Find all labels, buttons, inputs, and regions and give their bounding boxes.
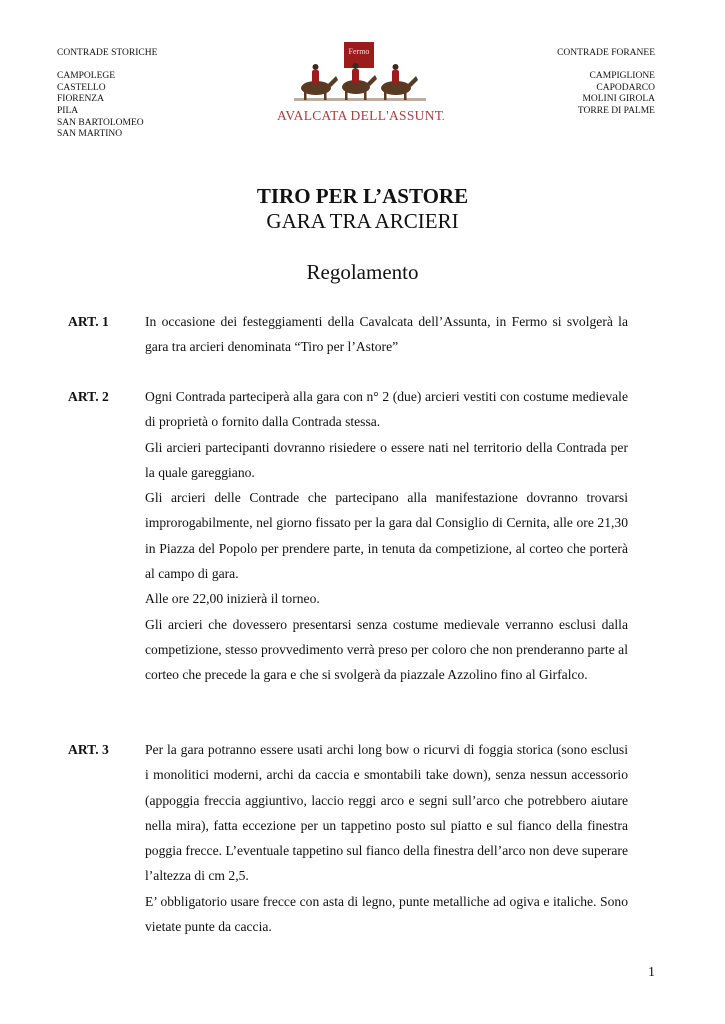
article-paragraph: Gli arcieri che dovessero presentarsi senza costume medievale verranno esclusi dalla competizione, stesso provvedimento verrà preso per coloro che non prenderanno parte al corteo che precede la gara e che si svolgerà da piazzale Azzolino fino al Girfalco. [145, 616, 628, 683]
contrade-storiche-list [57, 48, 157, 141]
contrada-item: SAN BARTOLOMEO [57, 117, 144, 128]
article-2 [68, 384, 628, 688]
article-paragraph: E’ obbligatorio usare frecce con asta di legno, punte metalliche ad ogiva e italiche. Sono vietate punte da caccia. [145, 893, 628, 935]
horse-riders-icon [276, 40, 444, 126]
document-subtitle: GARA TRA ARCIERI [266, 209, 459, 233]
article-3 [68, 737, 628, 939]
article-paragraph: Alle ore 22,00 inizierà il torneo. [145, 591, 320, 607]
cavalcata-logo [276, 40, 444, 126]
contrada-item: FIORENZA [57, 94, 104, 105]
article-paragraph: In occasione dei festeggiamenti della Cavalcata dell’Assunta, in Fermo si svolgerà la gara tra arcieri denominata “Tiro per l’Astore” [145, 314, 628, 355]
contrada-item: CAPODARCO [596, 82, 655, 93]
article-paragraph: Gli arcieri partecipanti dovranno risiedere o essere nati nel territorio della Contrada per la quale gareggiano. [145, 439, 628, 480]
contrada-item: CASTELLO [57, 82, 106, 93]
article-paragraph: Ogni Contrada parteciperà alla gara con n° 2 (due) arcieri vestiti con costume medievale di proprietà o fornito dalla Contrada stessa. [145, 389, 628, 430]
contrada-item: CAMPIGLIONE [589, 71, 655, 82]
contrada-item: PILA [57, 105, 79, 116]
regolamento-heading: Regolamento [306, 260, 419, 284]
article-1 [68, 309, 628, 360]
article-paragraph: Per la gara potranno essere usati archi long bow o ricurvi di foggia storica (sono esclusi i monolitici moderni, archi da caccia e smontabili take down), senza nessun accessorio (appoggia freccia aggiuntivo, laccio reggi arco e segni sull’arco che potrebbero aiutare nella mira), fatta eccezione per un tappetino posto sul piatto e sul fianco della finestra poggia frecce. L’eventuale tappetino sul fianco della finestra dell’arco non deve superare l’altezza di cm 2,5. [145, 742, 628, 884]
article-paragraph: Gli arcieri delle Contrade che partecipano alla manifestazione dovranno trovarsi improrogabilmente, nel giorno fissato per la gara dal Consiglio di Cernita, alle ore 21,30 in Piazza del Popolo per prendere parte, in tenuta da competizione, al corteo che porterà al campo di gara. [145, 490, 628, 582]
contrade-storiche-title: CONTRADE STORICHE [57, 48, 158, 58]
document-title: TIRO PER L’ASTORE [256, 184, 469, 208]
article-label: ART. 3 [68, 742, 109, 757]
article-label: ART. 1 [68, 314, 109, 329]
page-number: 1 [648, 965, 655, 980]
contrade-foranee-title: CONTRADE FORANEE [557, 48, 655, 58]
contrada-item: MOLINI GIROLA [582, 94, 655, 105]
contrada-item: CAMPOLEGE [57, 71, 116, 82]
logo-caption: CAVALCATA DELL'ASSUNTA [276, 108, 444, 123]
contrade-foranee-list [557, 48, 655, 118]
article-label: ART. 2 [68, 389, 109, 404]
contrada-item: TORRE DI PALME [577, 105, 655, 116]
logo-top-text: Fermo [348, 47, 370, 56]
contrada-item: SAN MARTINO [57, 129, 123, 140]
